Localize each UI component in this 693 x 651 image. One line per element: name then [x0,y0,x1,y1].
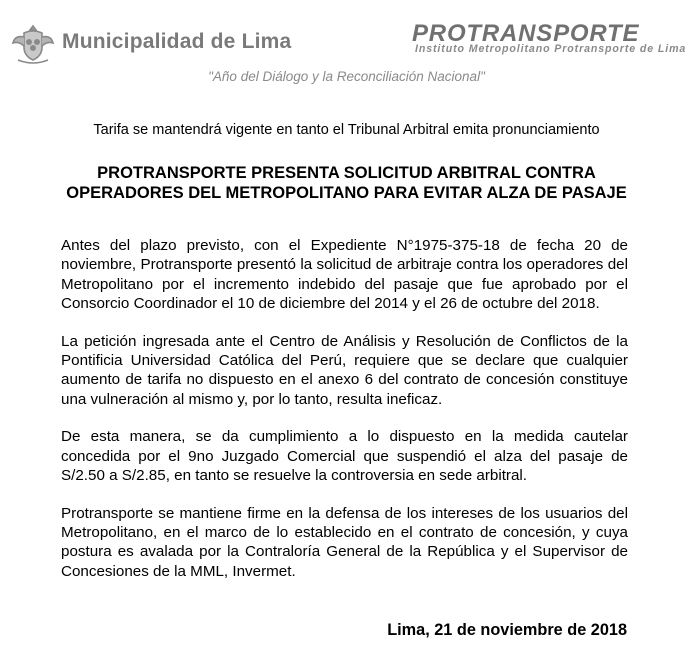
letterhead [0,0,693,100]
dateline: Lima, 21 de noviembre de 2018 [387,621,627,639]
headline: PROTRANSPORTE PRESENTA SOLICITUD ARBITRAL CONTRA OPERADORES DEL METROPOLITANO PARA EVITAR ALZA DE PASAJE [66,164,627,202]
paragraph: La petición ingresada ante el Centro de Análisis y Resolución de Conflictos de la Pontificia Universidad Católica del Perú, requiere que se declare que cualquier aumento de tarifa no dispuesto en el anexo 6 del contrato de concesión constituye una vulneración al mismo y, por lo tanto, resulta ineficaz. [61,332,628,408]
paragraph: De esta manera, se da cumplimiento a lo dispuesto en la medida cautelar concedida por el 9no Juzgado Comercial que suspendió el alza del pasaje de S/2.50 a S/2.85, en tanto se resuelve la controversia en sede arbitral. [61,428,628,484]
paragraph: Protransporte se mantiene firme en la defensa de los intereses de los usuarios del Metropolitano, en el marco de lo establecido en el contrato de concesión, y cuya postura es avalada por la Contraloría General de la República y el Supervisor de Concesiones de la MML, Invermet. [61,504,628,580]
institution-name: Municipalidad de Lima [62,30,292,53]
year-motto: "Año del Diálogo y la Reconciliación Nacional" [208,69,485,84]
press-release-body [61,236,628,599]
kicker-line: Tarifa se mantendrá vigente en tanto el Tribunal Arbitral emita pronunciamiento [93,122,600,138]
agency-subtitle: Instituto Metropolitano Protransporte de Lima [415,43,687,55]
agency-logo-text: PROTRANSPORTE [412,20,640,47]
paragraph: Antes del plazo previsto, con el Expediente N°1975-375-18 de fecha 20 de noviembre, Protransporte presentó la solicitud de arbitraje contra los operadores del Metropolitano por el incremento indebido del pasaje que fue aprobado por el Consorcio Coordinador el 10 de diciembre del 2014 y el 26 de octubre del 2018. [61,237,628,312]
lima-coat-of-arms-icon [10,22,56,66]
